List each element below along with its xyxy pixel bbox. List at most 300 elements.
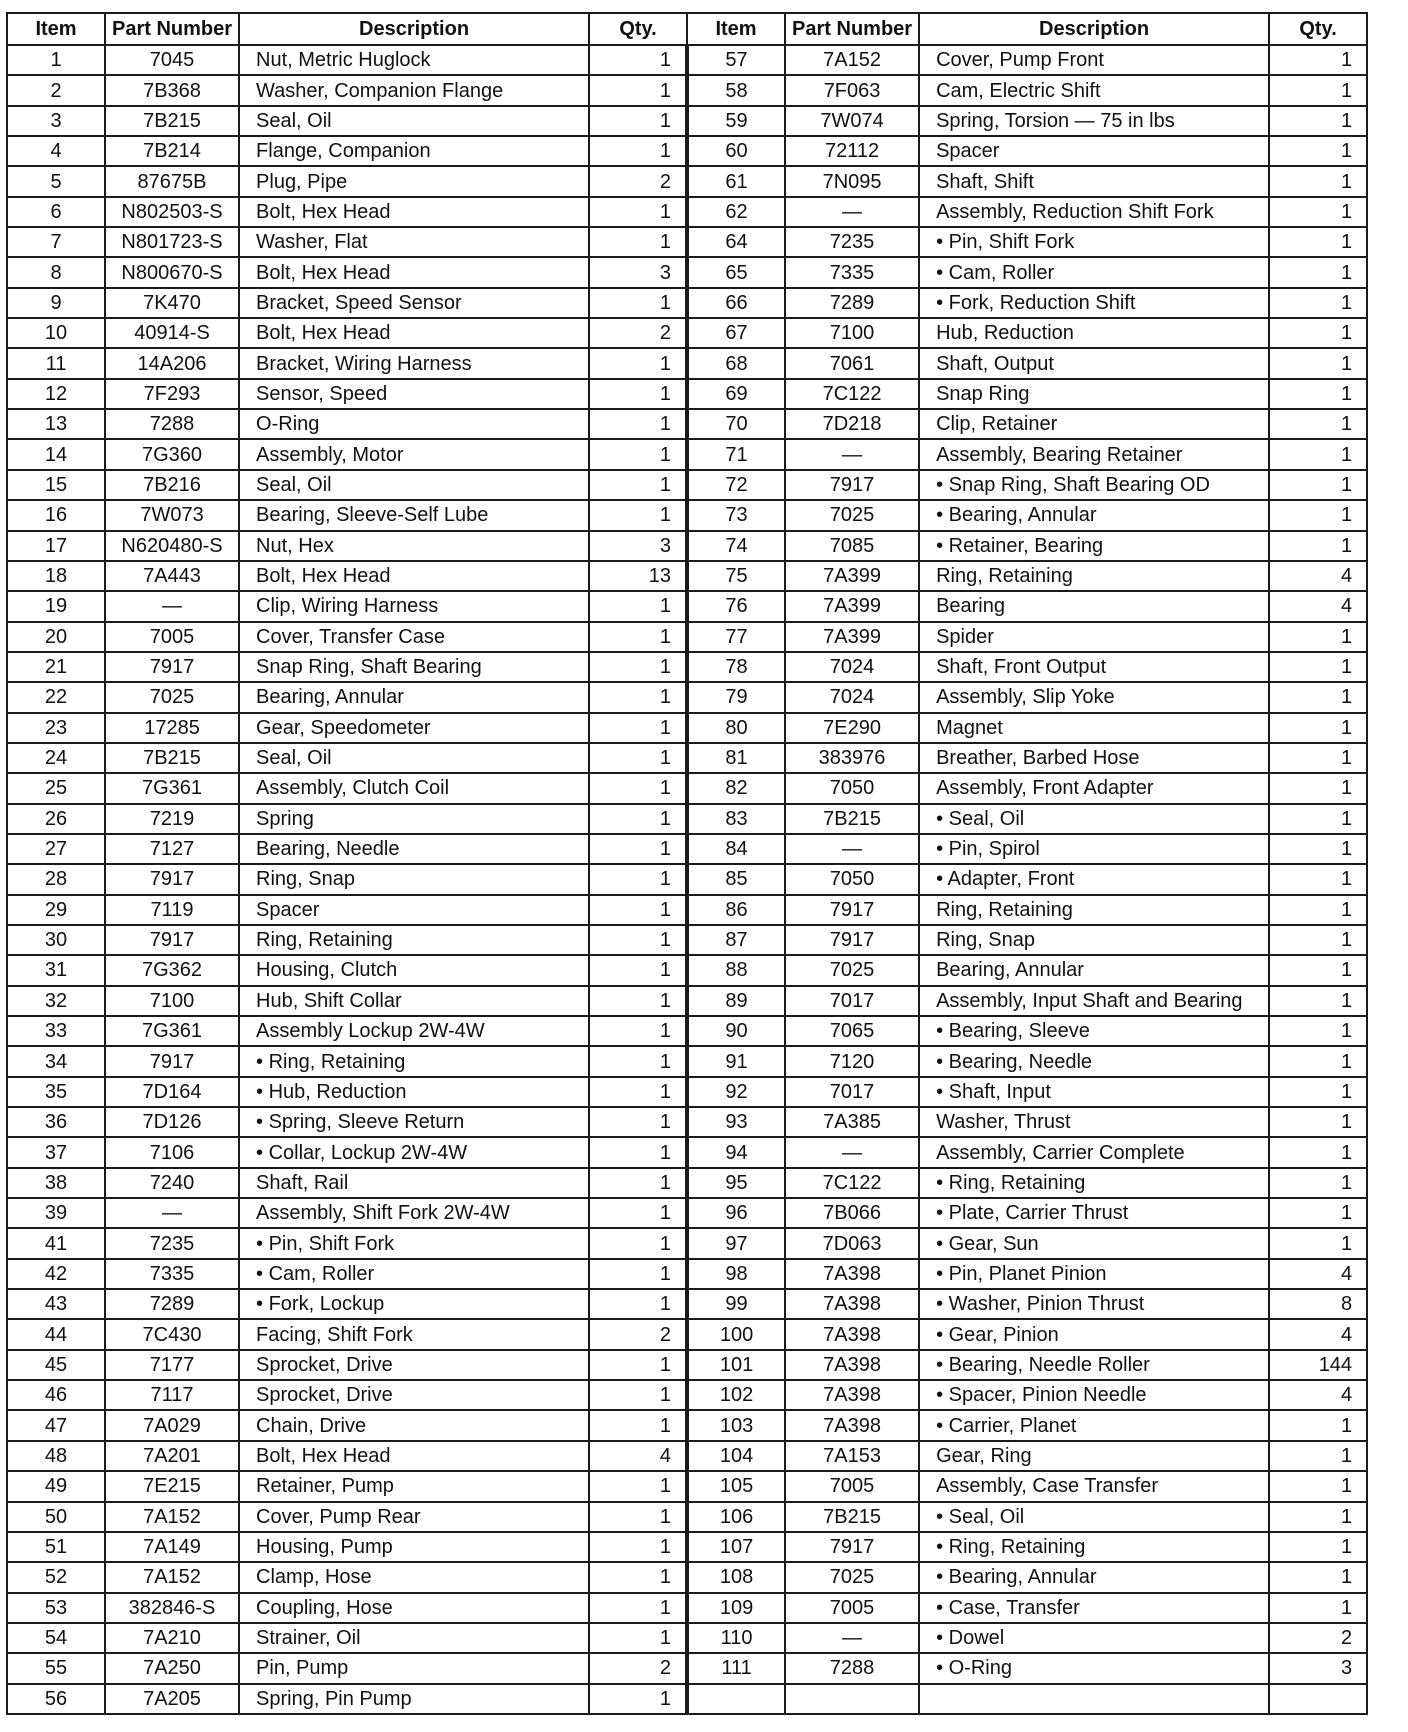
part-number-cell: 7061 [785, 348, 919, 378]
item-cell: 47 [7, 1410, 105, 1440]
item-cell: 55 [7, 1653, 105, 1683]
qty-cell: 1 [1269, 1137, 1367, 1167]
part-number-cell: 383976 [785, 743, 919, 773]
item-cell: 80 [687, 713, 785, 743]
item-cell: 76 [687, 591, 785, 621]
table-row [7, 348, 1367, 378]
description-cell: Assembly, Bearing Retainer [919, 439, 1269, 469]
table-row [7, 1623, 1367, 1653]
description-cell: Seal, Oil [239, 106, 589, 136]
table-row [7, 864, 1367, 894]
part-number-cell: 14A206 [105, 348, 239, 378]
table-row [7, 925, 1367, 955]
description-cell: Shaft, Rail [239, 1168, 589, 1198]
table-row [7, 75, 1367, 105]
qty-cell: 1 [1269, 500, 1367, 530]
description-cell: • Bearing, Annular [919, 500, 1269, 530]
item-cell: 6 [7, 197, 105, 227]
description-cell: Clip, Wiring Harness [239, 591, 589, 621]
description-cell: Seal, Oil [239, 743, 589, 773]
table-row [7, 1684, 1367, 1714]
description-cell: • Pin, Spirol [919, 834, 1269, 864]
description-cell: • Spacer, Pinion Needle [919, 1380, 1269, 1410]
qty-cell: 1 [1269, 652, 1367, 682]
part-number-cell: 7A399 [785, 591, 919, 621]
description-cell: Bolt, Hex Head [239, 197, 589, 227]
part-number-cell: 40914-S [105, 318, 239, 348]
qty-cell: 1 [1269, 682, 1367, 712]
description-cell: Washer, Flat [239, 227, 589, 257]
table-row [7, 591, 1367, 621]
description-cell: • Snap Ring, Shaft Bearing OD [919, 470, 1269, 500]
description-cell: Ring, Retaining [919, 561, 1269, 591]
qty-cell: 1 [1269, 1441, 1367, 1471]
table-row [7, 1107, 1367, 1137]
qty-cell [1269, 1684, 1367, 1714]
qty-cell: 1 [1269, 106, 1367, 136]
item-cell: 75 [687, 561, 785, 591]
item-cell: 51 [7, 1532, 105, 1562]
item-cell: 4 [7, 136, 105, 166]
part-number-cell: 7A398 [785, 1289, 919, 1319]
table-row [7, 986, 1367, 1016]
qty-cell: 3 [589, 257, 687, 287]
item-cell: 87 [687, 925, 785, 955]
item-cell: 64 [687, 227, 785, 257]
description-cell: Washer, Companion Flange [239, 75, 589, 105]
item-cell: 56 [7, 1684, 105, 1714]
item-cell: 71 [687, 439, 785, 469]
qty-cell: 1 [1269, 1471, 1367, 1501]
description-cell: Plug, Pipe [239, 166, 589, 196]
part-number-cell: N801723-S [105, 227, 239, 257]
qty-cell: 4 [589, 1441, 687, 1471]
part-number-cell: 7219 [105, 804, 239, 834]
part-number-cell: 7A201 [105, 1441, 239, 1471]
qty-cell: 1 [1269, 379, 1367, 409]
item-cell: 54 [7, 1623, 105, 1653]
part-number-cell: 7B215 [105, 743, 239, 773]
part-number-cell: N620480-S [105, 531, 239, 561]
part-number-cell: 7B368 [105, 75, 239, 105]
part-number-cell: 7106 [105, 1137, 239, 1167]
item-cell: 18 [7, 561, 105, 591]
part-number-cell: 7289 [785, 288, 919, 318]
part-number-cell: 7065 [785, 1016, 919, 1046]
part-number-cell: 7A029 [105, 1410, 239, 1440]
qty-cell: 1 [589, 409, 687, 439]
item-cell: 96 [687, 1198, 785, 1228]
item-cell: 26 [7, 804, 105, 834]
table-row [7, 227, 1367, 257]
part-number-cell: 7127 [105, 834, 239, 864]
qty-cell: 2 [1269, 1623, 1367, 1653]
description-cell: • Cam, Roller [239, 1259, 589, 1289]
qty-cell: 1 [1269, 804, 1367, 834]
part-number-cell: 7A152 [105, 1502, 239, 1532]
item-cell: 68 [687, 348, 785, 378]
qty-cell: 2 [589, 1319, 687, 1349]
part-number-cell: 7D164 [105, 1077, 239, 1107]
description-cell: Assembly, Shift Fork 2W-4W [239, 1198, 589, 1228]
table-row [7, 1016, 1367, 1046]
qty-cell: 1 [589, 1593, 687, 1623]
item-cell: 12 [7, 379, 105, 409]
description-cell: Seal, Oil [239, 470, 589, 500]
table-row [7, 531, 1367, 561]
qty-cell: 1 [1269, 288, 1367, 318]
qty-cell: 2 [589, 318, 687, 348]
qty-cell: 1 [1269, 1077, 1367, 1107]
description-cell: Spring, Torsion — 75 in lbs [919, 106, 1269, 136]
table-row [7, 166, 1367, 196]
qty-cell: 1 [589, 713, 687, 743]
qty-cell: 1 [1269, 136, 1367, 166]
qty-cell: 2 [589, 166, 687, 196]
description-cell: Bearing, Needle [239, 834, 589, 864]
table-row [7, 1289, 1367, 1319]
part-number-cell: 7A443 [105, 561, 239, 591]
item-cell: 72 [687, 470, 785, 500]
description-cell: Housing, Clutch [239, 955, 589, 985]
table-row [7, 1137, 1367, 1167]
item-cell: 92 [687, 1077, 785, 1107]
part-number-cell: — [785, 1623, 919, 1653]
table-row [7, 1198, 1367, 1228]
item-cell: 13 [7, 409, 105, 439]
item-cell [687, 1684, 785, 1714]
item-cell: 105 [687, 1471, 785, 1501]
item-cell: 74 [687, 531, 785, 561]
qty-cell: 1 [1269, 439, 1367, 469]
item-cell: 49 [7, 1471, 105, 1501]
qty-cell: 1 [589, 682, 687, 712]
description-cell: • Washer, Pinion Thrust [919, 1289, 1269, 1319]
item-cell: 102 [687, 1380, 785, 1410]
part-number-cell: 7C122 [785, 379, 919, 409]
qty-cell: 1 [1269, 75, 1367, 105]
table-row [7, 773, 1367, 803]
header-part-number: Part Number [105, 13, 239, 45]
part-number-cell: 7119 [105, 895, 239, 925]
item-cell: 65 [687, 257, 785, 287]
part-number-cell: 7D126 [105, 1107, 239, 1137]
qty-cell: 1 [589, 1198, 687, 1228]
part-number-cell: 7235 [105, 1228, 239, 1258]
qty-cell: 3 [589, 531, 687, 561]
item-cell: 24 [7, 743, 105, 773]
qty-cell: 1 [1269, 1046, 1367, 1076]
part-number-cell: 7D218 [785, 409, 919, 439]
qty-cell: 1 [1269, 1502, 1367, 1532]
item-cell: 53 [7, 1593, 105, 1623]
item-cell: 85 [687, 864, 785, 894]
qty-cell: 1 [589, 1259, 687, 1289]
part-number-cell: 7C122 [785, 1168, 919, 1198]
item-cell: 99 [687, 1289, 785, 1319]
qty-cell: 1 [589, 500, 687, 530]
header-qty: Qty. [589, 13, 687, 45]
item-cell: 37 [7, 1137, 105, 1167]
description-cell: Spring, Pin Pump [239, 1684, 589, 1714]
item-cell: 15 [7, 470, 105, 500]
qty-cell: 1 [1269, 1593, 1367, 1623]
description-cell: Bearing, Sleeve-Self Lube [239, 500, 589, 530]
qty-cell: 1 [589, 1168, 687, 1198]
part-number-cell: 7917 [785, 470, 919, 500]
description-cell: • Bearing, Needle Roller [919, 1350, 1269, 1380]
qty-cell: 1 [589, 986, 687, 1016]
item-cell: 108 [687, 1562, 785, 1592]
qty-cell: 1 [1269, 834, 1367, 864]
part-number-cell: 7W073 [105, 500, 239, 530]
description-cell: Flange, Companion [239, 136, 589, 166]
qty-cell: 1 [589, 470, 687, 500]
description-cell: Bolt, Hex Head [239, 318, 589, 348]
qty-cell: 1 [1269, 925, 1367, 955]
table-row [7, 713, 1367, 743]
item-cell: 82 [687, 773, 785, 803]
qty-cell: 1 [589, 1137, 687, 1167]
item-cell: 61 [687, 166, 785, 196]
description-cell: • Fork, Lockup [239, 1289, 589, 1319]
qty-cell: 1 [1269, 1107, 1367, 1137]
part-number-cell: 7A250 [105, 1653, 239, 1683]
description-cell: Facing, Shift Fork [239, 1319, 589, 1349]
description-cell: Ring, Retaining [919, 895, 1269, 925]
description-cell: Hub, Reduction [919, 318, 1269, 348]
item-cell: 66 [687, 288, 785, 318]
qty-cell: 2 [589, 1653, 687, 1683]
description-cell: Bearing [919, 591, 1269, 621]
item-cell: 17 [7, 531, 105, 561]
header-item: Item [687, 13, 785, 45]
part-number-cell: 7288 [105, 409, 239, 439]
item-cell: 43 [7, 1289, 105, 1319]
part-number-cell: 7045 [105, 45, 239, 75]
description-cell: • Pin, Shift Fork [919, 227, 1269, 257]
part-number-cell: 7G361 [105, 773, 239, 803]
description-cell: • O-Ring [919, 1653, 1269, 1683]
description-cell: • Ring, Retaining [239, 1046, 589, 1076]
table-row [7, 1593, 1367, 1623]
description-cell: Assembly, Case Transfer [919, 1471, 1269, 1501]
item-cell: 86 [687, 895, 785, 925]
item-cell: 34 [7, 1046, 105, 1076]
qty-cell: 1 [589, 45, 687, 75]
part-number-cell: 7A210 [105, 1623, 239, 1653]
header-row [7, 13, 1367, 45]
item-cell: 7 [7, 227, 105, 257]
qty-cell: 1 [589, 622, 687, 652]
description-cell: Assembly, Slip Yoke [919, 682, 1269, 712]
part-number-cell: 7F293 [105, 379, 239, 409]
table-row [7, 1259, 1367, 1289]
header-qty: Qty. [1269, 13, 1367, 45]
item-cell: 73 [687, 500, 785, 530]
part-number-cell: 7085 [785, 531, 919, 561]
part-number-cell: 7917 [105, 925, 239, 955]
description-cell: • Ring, Retaining [919, 1168, 1269, 1198]
item-cell: 89 [687, 986, 785, 1016]
qty-cell: 1 [1269, 864, 1367, 894]
description-cell: Assembly, Reduction Shift Fork [919, 197, 1269, 227]
item-cell: 83 [687, 804, 785, 834]
qty-cell: 1 [1269, 318, 1367, 348]
description-cell: Bolt, Hex Head [239, 257, 589, 287]
part-number-cell: 17285 [105, 713, 239, 743]
item-cell: 41 [7, 1228, 105, 1258]
table-row [7, 318, 1367, 348]
description-cell: Housing, Pump [239, 1532, 589, 1562]
part-number-cell: 7177 [105, 1350, 239, 1380]
table-row [7, 470, 1367, 500]
table-row [7, 834, 1367, 864]
qty-cell: 1 [1269, 1016, 1367, 1046]
part-number-cell: — [785, 197, 919, 227]
qty-cell: 1 [1269, 531, 1367, 561]
description-cell: Bolt, Hex Head [239, 561, 589, 591]
table-row [7, 136, 1367, 166]
item-cell: 84 [687, 834, 785, 864]
description-cell: • Retainer, Bearing [919, 531, 1269, 561]
qty-cell: 1 [589, 379, 687, 409]
table-row [7, 379, 1367, 409]
item-cell: 69 [687, 379, 785, 409]
table-row [7, 1532, 1367, 1562]
item-cell: 33 [7, 1016, 105, 1046]
item-cell: 28 [7, 864, 105, 894]
part-number-cell: 7240 [105, 1168, 239, 1198]
description-cell: • Hub, Reduction [239, 1077, 589, 1107]
description-cell: Assembly, Clutch Coil [239, 773, 589, 803]
description-cell: Spring [239, 804, 589, 834]
item-cell: 5 [7, 166, 105, 196]
table-row [7, 45, 1367, 75]
description-cell: Cam, Electric Shift [919, 75, 1269, 105]
item-cell: 14 [7, 439, 105, 469]
description-cell: Gear, Ring [919, 1441, 1269, 1471]
part-number-cell: 7K470 [105, 288, 239, 318]
part-number-cell: 7A398 [785, 1259, 919, 1289]
description-cell: Retainer, Pump [239, 1471, 589, 1501]
part-number-cell: 7017 [785, 986, 919, 1016]
part-number-cell: 7335 [105, 1259, 239, 1289]
description-cell: • Ring, Retaining [919, 1532, 1269, 1562]
description-cell: Shaft, Output [919, 348, 1269, 378]
table-row [7, 955, 1367, 985]
item-cell: 100 [687, 1319, 785, 1349]
item-cell: 70 [687, 409, 785, 439]
description-cell: • Adapter, Front [919, 864, 1269, 894]
description-cell: • Seal, Oil [919, 804, 1269, 834]
description-cell: • Case, Transfer [919, 1593, 1269, 1623]
header-part-number: Part Number [785, 13, 919, 45]
part-number-cell: 7917 [785, 895, 919, 925]
description-cell: Cover, Pump Rear [239, 1502, 589, 1532]
part-number-cell: 7917 [785, 1532, 919, 1562]
table-row [7, 288, 1367, 318]
item-cell: 48 [7, 1441, 105, 1471]
item-cell: 21 [7, 652, 105, 682]
table-row [7, 439, 1367, 469]
part-number-cell: 7G360 [105, 439, 239, 469]
description-cell: Magnet [919, 713, 1269, 743]
description-cell: Clamp, Hose [239, 1562, 589, 1592]
table-row [7, 1502, 1367, 1532]
description-cell: Snap Ring, Shaft Bearing [239, 652, 589, 682]
part-number-cell: 7050 [785, 864, 919, 894]
description-cell: Clip, Retainer [919, 409, 1269, 439]
qty-cell: 3 [1269, 1653, 1367, 1683]
part-number-cell: 7917 [105, 864, 239, 894]
item-cell: 19 [7, 591, 105, 621]
qty-cell: 1 [589, 591, 687, 621]
qty-cell: 1 [1269, 409, 1367, 439]
description-cell: Cover, Transfer Case [239, 622, 589, 652]
item-cell: 104 [687, 1441, 785, 1471]
qty-cell: 1 [1269, 1410, 1367, 1440]
qty-cell: 1 [589, 834, 687, 864]
qty-cell: 1 [1269, 45, 1367, 75]
item-cell: 91 [687, 1046, 785, 1076]
table-row [7, 743, 1367, 773]
description-cell: Breather, Barbed Hose [919, 743, 1269, 773]
part-number-cell: 7B066 [785, 1198, 919, 1228]
table-row [7, 197, 1367, 227]
item-cell: 50 [7, 1502, 105, 1532]
qty-cell: 1 [1269, 986, 1367, 1016]
description-cell: • Bearing, Sleeve [919, 1016, 1269, 1046]
description-cell: • Shaft, Input [919, 1077, 1269, 1107]
part-number-cell: N800670-S [105, 257, 239, 287]
item-cell: 78 [687, 652, 785, 682]
description-cell: Sprocket, Drive [239, 1380, 589, 1410]
part-number-cell: 7100 [785, 318, 919, 348]
qty-cell: 1 [1269, 955, 1367, 985]
part-number-cell: 7005 [785, 1593, 919, 1623]
qty-cell: 1 [589, 1562, 687, 1592]
part-number-cell: 7B216 [105, 470, 239, 500]
part-number-cell [785, 1684, 919, 1714]
qty-cell: 4 [1269, 591, 1367, 621]
description-cell: O-Ring [239, 409, 589, 439]
part-number-cell: 7005 [785, 1471, 919, 1501]
description-cell: Bolt, Hex Head [239, 1441, 589, 1471]
description-cell: Pin, Pump [239, 1653, 589, 1683]
table-row [7, 106, 1367, 136]
qty-cell: 1 [1269, 348, 1367, 378]
item-cell: 67 [687, 318, 785, 348]
part-number-cell: 7288 [785, 1653, 919, 1683]
table-row [7, 1471, 1367, 1501]
part-number-cell: 7B215 [785, 1502, 919, 1532]
part-number-cell: 7A398 [785, 1380, 919, 1410]
item-cell: 23 [7, 713, 105, 743]
item-cell: 45 [7, 1350, 105, 1380]
qty-cell: 1 [589, 1623, 687, 1653]
part-number-cell: 7917 [105, 1046, 239, 1076]
qty-cell: 4 [1269, 1259, 1367, 1289]
qty-cell: 1 [589, 227, 687, 257]
item-cell: 59 [687, 106, 785, 136]
description-cell [919, 1684, 1269, 1714]
qty-cell: 1 [589, 773, 687, 803]
part-number-cell: — [785, 439, 919, 469]
description-cell: Shaft, Front Output [919, 652, 1269, 682]
item-cell: 3 [7, 106, 105, 136]
qty-cell: 1 [1269, 743, 1367, 773]
